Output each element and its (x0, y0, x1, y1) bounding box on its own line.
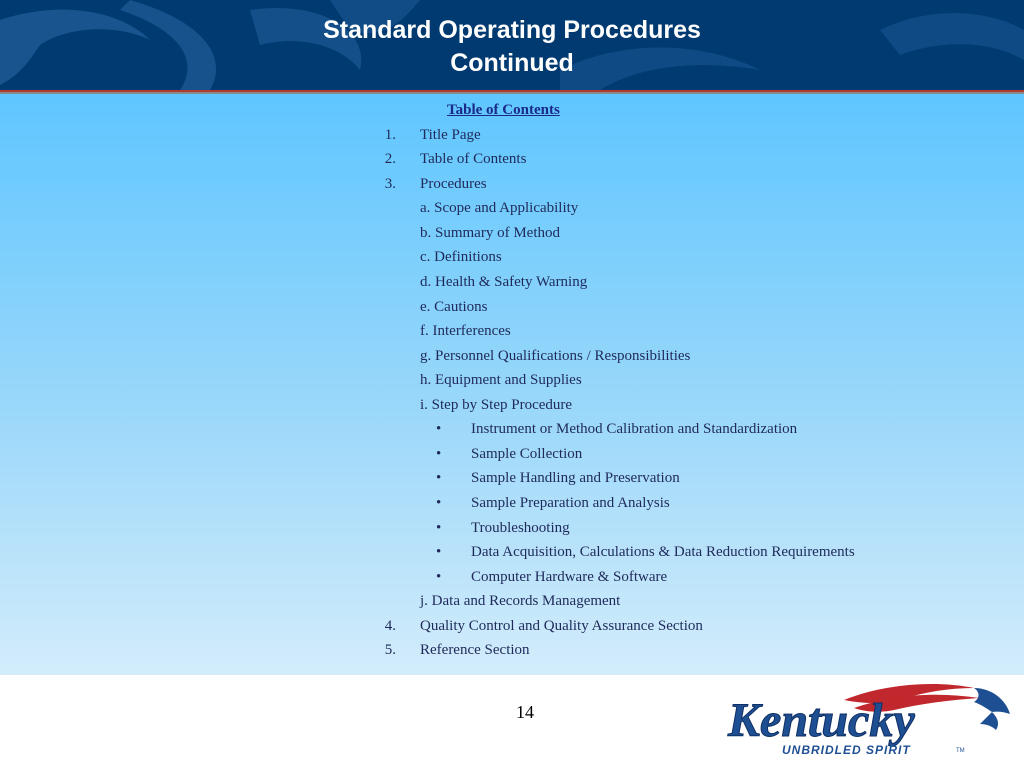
toc-subitem: e. Cautions (420, 299, 488, 315)
bullet-icon: • (436, 495, 442, 511)
bullet-icon: • (436, 421, 442, 437)
toc-bullet-label: Sample Preparation and Analysis (471, 495, 670, 511)
toc-subitem: b. Summary of Method (420, 225, 560, 241)
bullet-icon: • (436, 520, 442, 536)
table-of-contents (0, 94, 1024, 675)
logo-wordmark: Kentucky (728, 694, 915, 747)
toc-subitem: c. Definitions (420, 249, 502, 265)
slide-title-line-2: Continued (450, 49, 574, 77)
toc-item-label: Procedures (420, 176, 487, 192)
toc-subitem: j. Data and Records Management (420, 593, 621, 609)
toc-bullet-label: Instrument or Method Calibration and Standardization (471, 421, 798, 437)
toc-bullet-label: Data Acquisition, Calculations & Data Reduction Requirements (471, 544, 855, 560)
toc-subitem: g. Personnel Qualifications / Responsibilities (420, 348, 691, 364)
toc-heading: Table of Contents (447, 102, 560, 118)
bullet-icon: • (436, 569, 442, 585)
toc-item-label: Title Page (420, 127, 481, 143)
toc-subitem: h. Equipment and Supplies (420, 372, 582, 388)
toc-bullet-label: Computer Hardware & Software (471, 569, 668, 585)
bullet-icon: • (436, 544, 442, 560)
toc-item-number: 5. (384, 642, 396, 658)
toc-bullet-label: Troubleshooting (471, 520, 570, 536)
toc-subitem: a. Scope and Applicability (420, 200, 579, 216)
toc-item-number: 4. (384, 618, 396, 634)
toc-item-number: 3. (384, 176, 396, 192)
logo-tagline: UNBRIDLED SPIRIT (782, 743, 911, 757)
toc-item-number: 1. (384, 127, 396, 143)
page-number: 14 (516, 702, 534, 722)
logo-trademark: TM (956, 748, 965, 754)
bullet-icon: • (436, 470, 442, 486)
toc-bullet-label: Sample Collection (471, 446, 583, 462)
toc-item-label: Quality Control and Quality Assurance Section (420, 618, 703, 634)
bullet-icon: • (436, 446, 442, 462)
kentucky-logo (724, 678, 1014, 762)
slide-title-line-1: Standard Operating Procedures (323, 16, 701, 44)
toc-item-label: Reference Section (420, 642, 530, 658)
toc-bullet-label: Sample Handling and Preservation (471, 470, 680, 486)
slide-header (0, 0, 1024, 90)
toc-item-label: Table of Contents (420, 151, 527, 167)
toc-item-number: 2. (384, 151, 396, 167)
toc-subitem: i. Step by Step Procedure (420, 397, 573, 413)
toc-subitem: d. Health & Safety Warning (420, 274, 588, 290)
content-panel (0, 94, 1024, 675)
toc-subitem: f. Interferences (420, 323, 511, 339)
